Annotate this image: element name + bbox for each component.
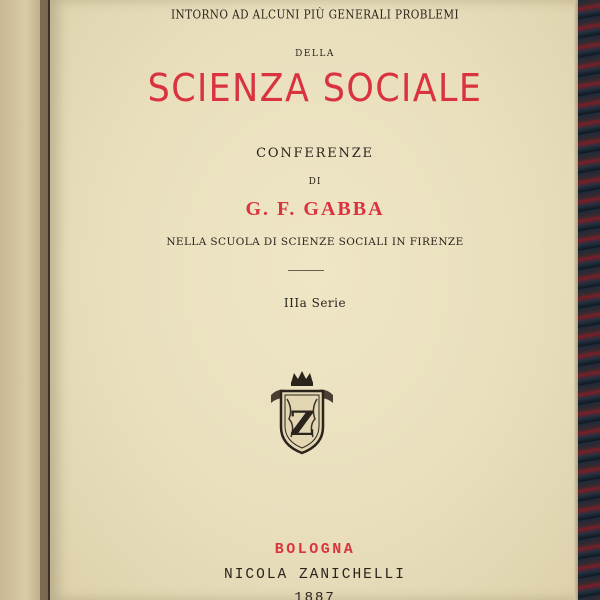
author-name: G. F. GABBA xyxy=(245,198,385,220)
series-line: IIIa Serie xyxy=(283,296,347,310)
book-title: SCIENZA SOCIALE xyxy=(147,66,483,110)
divider-rule xyxy=(288,270,324,271)
heading-line: INTORNO AD ALCUNI PIÙ GENERALI PROBLEMI xyxy=(170,8,460,22)
crowned-shield-emblem-icon xyxy=(267,369,337,457)
emblem-letter: Z xyxy=(289,404,315,444)
publisher-name: NICOLA ZANICHELLI xyxy=(224,567,406,583)
della-line: DELLA xyxy=(295,49,335,59)
subtitle-line: CONFERENZE xyxy=(256,146,374,161)
di-line: DI xyxy=(308,177,322,187)
affiliation-line: NELLA SCUOLA DI SCIENZE SOCIALI IN FIRENZE xyxy=(166,236,464,248)
publication-year: 1887 xyxy=(294,590,336,600)
marbled-cover-edge xyxy=(578,0,600,600)
title-page xyxy=(50,0,580,600)
publication-city: BOLOGNA xyxy=(274,541,356,558)
